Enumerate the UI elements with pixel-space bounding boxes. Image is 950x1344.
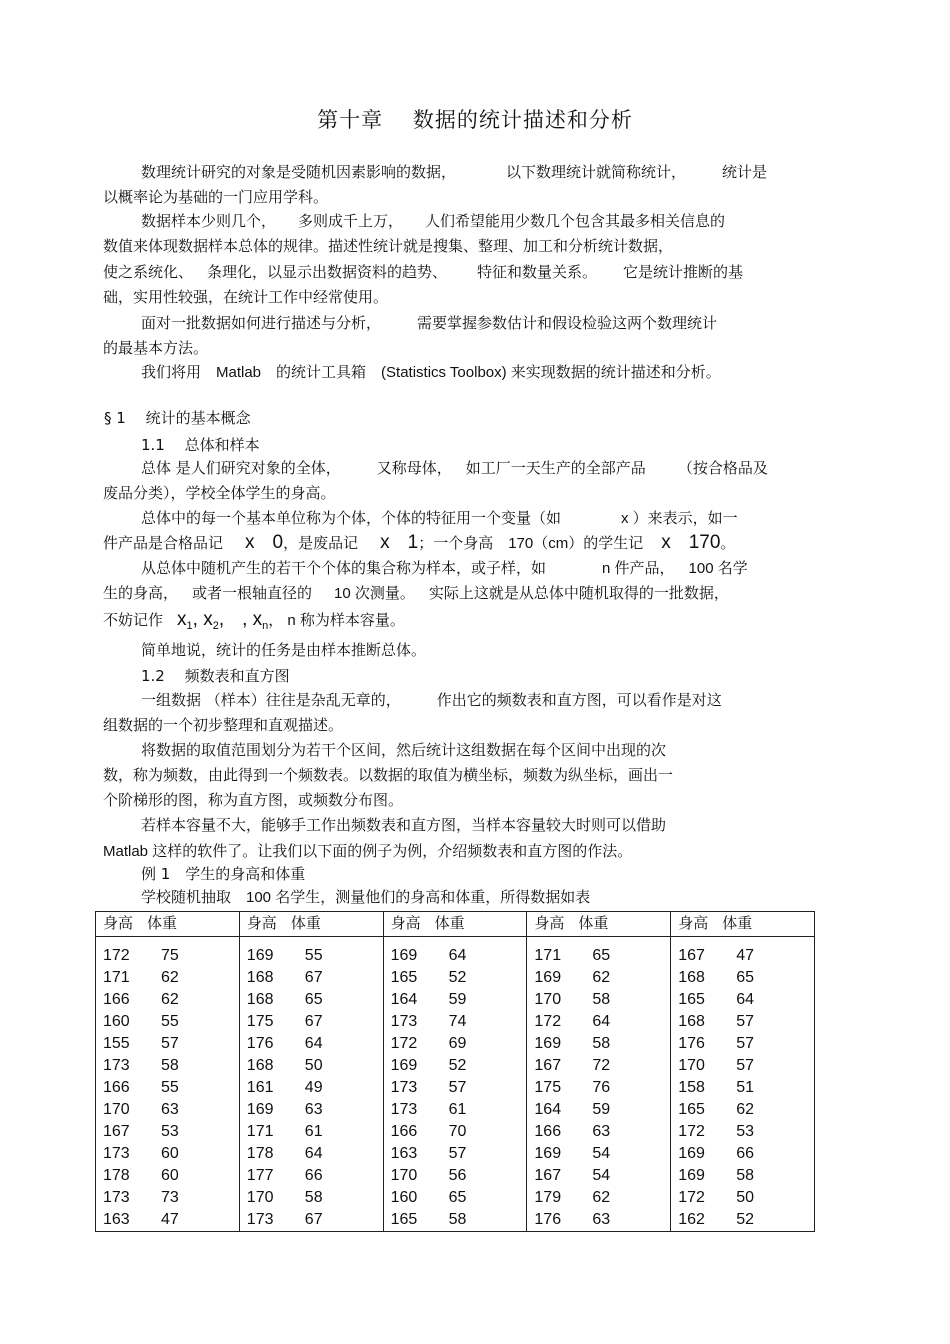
weight-cell: 63	[592, 1211, 611, 1228]
height-cell: 170	[390, 1167, 418, 1184]
text-span: 它是统计推断的基	[623, 263, 744, 281]
table-row	[240, 1033, 383, 1055]
variable-x: x	[380, 532, 390, 553]
height-cell: 170	[103, 1101, 130, 1118]
variable-x: x	[177, 609, 187, 630]
value-170: 170	[688, 532, 721, 553]
header-weight: 体重	[290, 914, 321, 932]
text-span: 。	[720, 534, 736, 552]
weight-cell: 50	[736, 1189, 754, 1206]
height-cell: 169	[534, 1035, 562, 1052]
table-row	[671, 1077, 814, 1099]
text-span: n 件产品，	[602, 560, 675, 577]
text-span: 面对一批数据如何进行描述与分析，	[141, 314, 382, 332]
height-cell: 163	[390, 1145, 418, 1162]
weight-cell: 55	[161, 1013, 179, 1030]
table-row	[96, 945, 239, 967]
weight-cell: 67	[304, 969, 323, 986]
height-cell: 167	[103, 1123, 130, 1140]
height-cell: 168	[246, 1057, 274, 1074]
height-cell: 172	[534, 1013, 562, 1030]
weight-cell: 70	[448, 1123, 467, 1140]
weight-cell: 55	[161, 1079, 179, 1096]
height-cell: 178	[246, 1145, 274, 1162]
table-row	[96, 1121, 239, 1143]
column-header	[383, 912, 527, 937]
subsection-1-1: 1.1 总体和样本	[141, 436, 260, 454]
height-cell: 173	[390, 1079, 418, 1096]
weight-cell: 63	[592, 1123, 611, 1140]
table-row	[384, 1011, 527, 1033]
weight-cell: 57	[736, 1057, 754, 1074]
table-row	[384, 1077, 527, 1099]
height-cell: 172	[678, 1123, 705, 1140]
weight-cell: 56	[448, 1167, 467, 1184]
height-cell: 160	[103, 1013, 130, 1030]
table-row	[527, 1143, 670, 1165]
height-cell: 176	[678, 1035, 705, 1052]
weight-cell: 52	[736, 1211, 754, 1228]
intro-p1-line1	[141, 162, 861, 182]
table-row	[240, 1011, 383, 1033]
table-row	[384, 1121, 527, 1143]
table-row	[671, 967, 814, 989]
table-row	[240, 967, 383, 989]
text-span: 或者一根轴直径的	[192, 584, 313, 602]
table-row	[671, 1099, 814, 1121]
text-span: 总体 是人们研究对象的全体，	[141, 459, 341, 477]
height-cell: 158	[678, 1079, 705, 1096]
subsection-1-2: 1.2 频数表和直方图	[141, 667, 290, 685]
height-cell: 163	[103, 1211, 130, 1228]
height-cell: 176	[534, 1211, 562, 1228]
text-span: 多则成千上万，	[298, 212, 404, 230]
table-row	[240, 1099, 383, 1121]
text-span: ，	[268, 611, 284, 629]
weight-cell: 63	[304, 1101, 323, 1118]
weight-cell: 58	[448, 1211, 467, 1228]
height-cell: 175	[246, 1013, 274, 1030]
text-span: 条理化，以显示出数据资料的趋势、	[207, 263, 448, 281]
subscript: n	[262, 620, 269, 632]
text-span: 人们希望能用少数几个包含其最多相关信息的	[425, 212, 726, 230]
weight-cell: 58	[161, 1057, 179, 1074]
para-interval-line1: 将数据的取值范围划分为若干个区间，然后统计这组数据在每个区间中出现的次	[141, 741, 667, 759]
text-span: 100 名学	[688, 560, 748, 577]
intro-p2-line4: 础，实用性较强，在统计工作中经常使用。	[103, 288, 389, 306]
para-population-line2: 废品分类），学校全体学生的身高。	[103, 484, 336, 502]
weight-cell: 57	[736, 1013, 754, 1030]
height-cell: 169	[534, 1145, 562, 1162]
table-row	[671, 989, 814, 1011]
height-cell: 170	[534, 991, 562, 1008]
weight-cell: 62	[592, 1189, 611, 1206]
table-row	[671, 1121, 814, 1143]
intro-p4: 我们将用 Matlab 的统计工具箱 (Statistics Toolbox) 来实现数据的统计描述和分析。	[141, 364, 721, 381]
text-span: ，是废品记	[283, 534, 359, 552]
weight-cell: 52	[448, 969, 467, 986]
table-row	[527, 989, 670, 1011]
height-cell: 164	[534, 1101, 562, 1118]
table-row	[384, 1209, 527, 1231]
height-cell: 173	[390, 1013, 418, 1030]
header-height: 身高	[103, 914, 134, 932]
height-cell: 173	[246, 1211, 274, 1228]
table-row	[96, 1099, 239, 1121]
height-cell: 166	[103, 1079, 130, 1096]
data-column	[239, 937, 383, 1232]
text-span: 生的身高，	[103, 584, 179, 602]
table-row	[240, 1165, 383, 1187]
table-row	[384, 989, 527, 1011]
weight-cell: 57	[448, 1145, 467, 1162]
weight-cell: 51	[736, 1079, 754, 1096]
intro-p3-line1	[141, 313, 861, 333]
comma: ,	[218, 609, 225, 630]
height-cell: 160	[390, 1189, 418, 1206]
header-weight: 体重	[147, 914, 178, 932]
intro-p2-line3	[103, 262, 823, 282]
table-row	[384, 1055, 527, 1077]
weight-cell: 66	[736, 1145, 754, 1162]
text-span: ；一个身高 170（cm）的学生记	[418, 535, 644, 552]
variable-x: x	[661, 532, 671, 553]
table-row	[240, 945, 383, 967]
intro-p2-line1	[141, 211, 861, 231]
table-row	[240, 1055, 383, 1077]
weight-cell: 55	[304, 947, 323, 964]
height-cell: 167	[678, 947, 705, 964]
weight-cell: 75	[161, 947, 179, 964]
height-cell: 173	[390, 1101, 418, 1118]
height-cell: 177	[246, 1167, 274, 1184]
table-row	[96, 1077, 239, 1099]
table-row	[671, 1011, 814, 1033]
example-description: 学校随机抽取 100 名学生，测量他们的身高和体重，所得数据如表	[141, 889, 591, 906]
weight-cell: 61	[304, 1123, 323, 1140]
table-header-row	[96, 912, 815, 937]
height-cell: 173	[103, 1145, 130, 1162]
weight-cell: 49	[304, 1079, 323, 1096]
weight-cell: 58	[592, 1035, 611, 1052]
weight-cell: 53	[736, 1123, 754, 1140]
height-cell: 162	[678, 1211, 705, 1228]
height-cell: 171	[103, 969, 130, 986]
text-span: 总体中的每一个基本单位称为个体，个体的特征用一个变量（如	[141, 509, 562, 527]
table-row	[96, 967, 239, 989]
table-row	[96, 1143, 239, 1165]
weight-cell: 76	[592, 1079, 611, 1096]
weight-cell: 64	[592, 1013, 611, 1030]
header-weight: 体重	[722, 914, 753, 932]
table-row	[384, 1187, 527, 1209]
text-span: 数据样本少则几个，	[141, 212, 277, 230]
table-row	[240, 1187, 383, 1209]
table-row	[671, 1165, 814, 1187]
text-span: 以下数理统计就简称统计，	[506, 163, 687, 181]
table-row	[527, 1121, 670, 1143]
para-matlab-line1: 若样本容量不大，能够手工作出频数表和直方图，当样本容量较大时则可以借助	[141, 816, 667, 834]
table-row	[527, 1165, 670, 1187]
height-cell: 155	[103, 1035, 130, 1052]
text-span: 作出它的频数表和直方图，可以看作是对这	[436, 691, 722, 709]
height-cell: 170	[246, 1189, 274, 1206]
weight-cell: 62	[161, 969, 179, 986]
height-cell: 175	[534, 1079, 562, 1096]
height-cell: 179	[534, 1189, 562, 1206]
table-row	[240, 989, 383, 1011]
height-cell: 168	[246, 969, 274, 986]
intro-p1-line2: 以概率论为基础的一门应用学科。	[103, 188, 329, 206]
text-span: （按合格品及	[677, 459, 768, 477]
weight-cell: 58	[304, 1189, 323, 1206]
data-column	[671, 937, 815, 1232]
table-row	[384, 967, 527, 989]
table-row	[384, 1143, 527, 1165]
table-row	[527, 1033, 670, 1055]
text-span: 统计是	[722, 163, 768, 181]
height-cell: 161	[246, 1079, 274, 1096]
table-row	[527, 967, 670, 989]
weight-cell: 47	[161, 1211, 179, 1228]
header-height: 身高	[678, 914, 709, 932]
text-span: 数理统计研究的对象是受随机因素影响的数据，	[141, 163, 457, 181]
height-cell: 176	[246, 1035, 274, 1052]
header-height: 身高	[390, 914, 421, 932]
data-column	[527, 937, 671, 1232]
weight-cell: 57	[161, 1035, 179, 1052]
header-weight: 体重	[434, 914, 465, 932]
weight-cell: 50	[304, 1057, 323, 1074]
weight-cell: 64	[304, 1145, 323, 1162]
text-span: 实际上这就是从总体中随机取得的一批数据，	[428, 584, 729, 602]
variable-x: , x	[192, 609, 213, 630]
table-row	[384, 1165, 527, 1187]
column-header	[239, 912, 383, 937]
table-row	[96, 1033, 239, 1055]
table-row	[240, 1121, 383, 1143]
height-cell: 178	[103, 1167, 130, 1184]
subscript: 1	[186, 620, 193, 632]
table-row	[671, 1055, 814, 1077]
height-cell: 169	[678, 1167, 705, 1184]
height-cell: 172	[678, 1189, 705, 1206]
table-row	[527, 1077, 670, 1099]
header-height: 身高	[534, 914, 565, 932]
column-header	[527, 912, 671, 937]
text-span: x ）来表示，如一	[621, 510, 738, 527]
weight-cell: 73	[161, 1189, 179, 1206]
height-cell: 167	[534, 1057, 562, 1074]
weight-cell: 63	[161, 1101, 179, 1118]
height-cell: 169	[678, 1145, 705, 1162]
text-span: 如工厂一天生产的全部产品	[465, 459, 646, 477]
text-span: 特征和数量关系。	[477, 263, 598, 281]
value-zero: 0	[272, 532, 284, 553]
table-row	[384, 945, 527, 967]
data-column	[383, 937, 527, 1232]
height-cell: 165	[678, 1101, 705, 1118]
weight-cell: 52	[448, 1057, 467, 1074]
weight-cell: 58	[592, 991, 611, 1008]
section-heading: § 1 统计的基本概念	[104, 409, 251, 427]
para-individual-line1	[141, 508, 861, 529]
para-individual-line2	[103, 533, 823, 554]
table-row	[96, 1165, 239, 1187]
height-cell: 166	[534, 1123, 562, 1140]
height-cell: 169	[246, 1101, 274, 1118]
para-interval-line2: 数，称为频数，由此得到一个频数表。以数据的取值为横坐标，频数为纵坐标，画出一	[103, 766, 674, 784]
table-row	[671, 945, 814, 967]
height-cell: 170	[678, 1057, 705, 1074]
text-span: 件产品是合格品记	[103, 534, 224, 552]
height-weight-table	[95, 911, 815, 1232]
height-cell: 171	[246, 1123, 274, 1140]
height-cell: 169	[534, 969, 562, 986]
text-span: 又称母体，	[376, 459, 452, 477]
table-row	[527, 1011, 670, 1033]
height-cell: 169	[390, 947, 418, 964]
para-sample-line1	[141, 558, 861, 579]
para-task: 简单地说，统计的任务是由样本推断总体。	[141, 641, 427, 659]
table-body-row	[96, 937, 815, 1232]
table-row	[527, 945, 670, 967]
intro-p3-line2: 的最基本方法。	[103, 339, 209, 357]
height-cell: 171	[534, 947, 562, 964]
column-header	[671, 912, 815, 937]
weight-cell: 65	[592, 947, 611, 964]
weight-cell: 72	[592, 1057, 611, 1074]
column-header	[96, 912, 240, 937]
para-population-line1	[141, 458, 861, 478]
table-row	[240, 1077, 383, 1099]
weight-cell: 59	[448, 991, 467, 1008]
weight-cell: 60	[161, 1167, 179, 1184]
weight-cell: 62	[592, 969, 611, 986]
height-cell: 164	[390, 991, 418, 1008]
weight-cell: 54	[592, 1167, 611, 1184]
height-cell: 168	[246, 991, 274, 1008]
weight-cell: 61	[448, 1101, 467, 1118]
subscript: 2	[212, 620, 219, 632]
table-row	[384, 1099, 527, 1121]
header-weight: 体重	[578, 914, 609, 932]
height-cell: 172	[390, 1035, 418, 1052]
height-cell: 165	[678, 991, 705, 1008]
height-cell: 169	[390, 1057, 418, 1074]
weight-cell: 60	[161, 1145, 179, 1162]
height-cell: 172	[103, 947, 130, 964]
table-row	[527, 1187, 670, 1209]
height-cell: 165	[390, 969, 418, 986]
height-cell: 168	[678, 1013, 705, 1030]
table-row	[671, 1209, 814, 1231]
text-span: n 称为样本容量。	[287, 612, 405, 629]
weight-cell: 66	[304, 1167, 323, 1184]
para-freq-line2: 组数据的一个初步整理和直观描述。	[103, 716, 344, 734]
table-row	[96, 1055, 239, 1077]
intro-p2-line2: 数值来体现数据样本总体的规律。描述性统计就是搜集、整理、加工和分析统计数据，	[103, 237, 674, 255]
table-row	[240, 1143, 383, 1165]
table-row	[384, 1033, 527, 1055]
weight-cell: 67	[304, 1013, 323, 1030]
height-cell: 165	[390, 1211, 418, 1228]
text-span: 使之系统化、	[103, 263, 194, 281]
weight-cell: 62	[736, 1101, 754, 1118]
value-one: 1	[407, 532, 419, 553]
height-cell: 167	[534, 1167, 562, 1184]
weight-cell: 53	[161, 1123, 179, 1140]
height-cell: 166	[390, 1123, 418, 1140]
para-interval-line3: 个阶梯形的图，称为直方图，或频数分布图。	[103, 791, 404, 809]
weight-cell: 69	[448, 1035, 467, 1052]
weight-cell: 74	[448, 1013, 467, 1030]
weight-cell: 57	[736, 1035, 754, 1052]
data-column	[96, 937, 240, 1232]
weight-cell: 54	[592, 1145, 611, 1162]
table-row	[671, 1143, 814, 1165]
example-heading: 例 1 学生的身高和体重	[141, 865, 306, 883]
table-row	[527, 1209, 670, 1231]
para-sample-line2	[103, 583, 823, 604]
weight-cell: 62	[161, 991, 179, 1008]
table-row	[96, 989, 239, 1011]
weight-cell: 59	[592, 1101, 611, 1118]
table-row	[96, 1011, 239, 1033]
height-cell: 166	[103, 991, 130, 1008]
weight-cell: 57	[448, 1079, 467, 1096]
table-row	[240, 1209, 383, 1231]
text-span: 不妨记作	[103, 611, 164, 629]
height-cell: 173	[103, 1057, 130, 1074]
table-row	[96, 1209, 239, 1231]
weight-cell: 65	[448, 1189, 467, 1206]
chapter-title: 第十章 数据的统计描述和分析	[317, 108, 633, 132]
weight-cell: 58	[736, 1167, 754, 1184]
table-row	[96, 1187, 239, 1209]
variable-x: , x	[242, 609, 263, 630]
weight-cell: 65	[736, 969, 754, 986]
para-sample-line3	[103, 610, 823, 636]
text-span: 从总体中随机产生的若干个个体的集合称为样本，或子样，如	[141, 559, 547, 577]
para-matlab-line2: Matlab 这样的软件了。让我们以下面的例子为例，介绍频数表和直方图的作法。	[103, 843, 633, 860]
weight-cell: 65	[304, 991, 323, 1008]
table-row	[671, 1033, 814, 1055]
weight-cell: 64	[448, 947, 467, 964]
height-cell: 173	[103, 1189, 130, 1206]
text-span: 一组数据 （样本）往往是杂乱无章的，	[141, 691, 401, 709]
height-cell: 168	[678, 969, 705, 986]
table-row	[671, 1187, 814, 1209]
text-span: 需要掌握参数估计和假设检验这两个数理统计	[417, 314, 718, 332]
text-span: 10 次测量。	[334, 585, 415, 602]
weight-cell: 67	[304, 1211, 323, 1228]
table-row	[527, 1099, 670, 1121]
weight-cell: 64	[304, 1035, 323, 1052]
para-freq-line1	[141, 690, 861, 710]
weight-cell: 64	[736, 991, 754, 1008]
header-height: 身高	[246, 914, 277, 932]
height-cell: 169	[246, 947, 274, 964]
variable-x: x	[245, 532, 255, 553]
table-row	[527, 1055, 670, 1077]
weight-cell: 47	[736, 947, 754, 964]
